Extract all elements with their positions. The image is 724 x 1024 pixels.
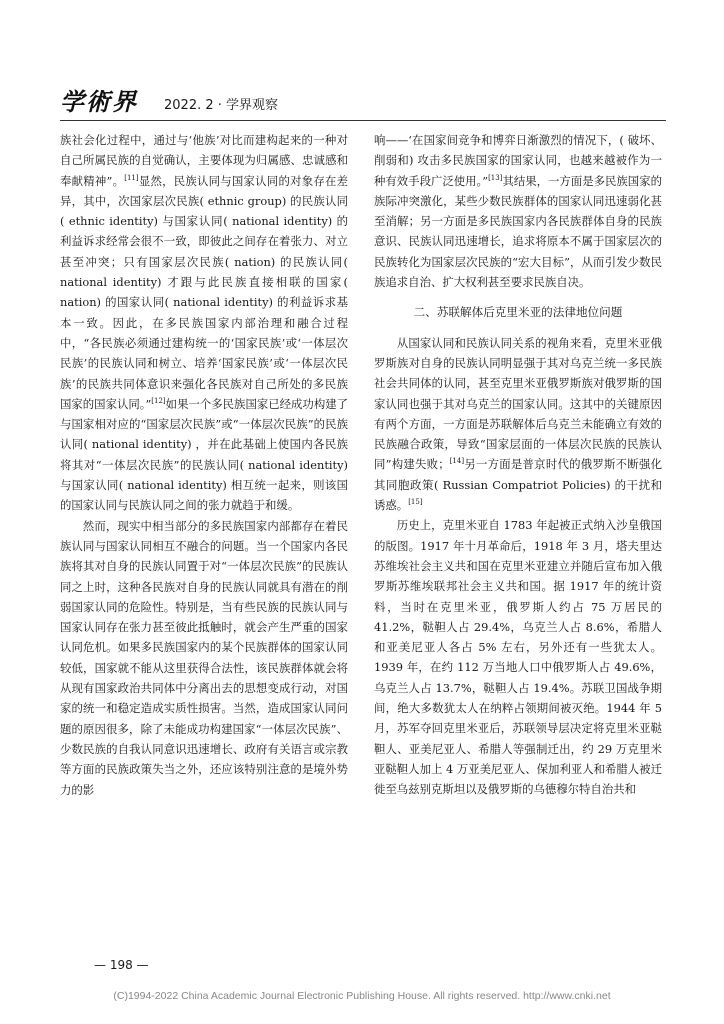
issue-label: 2022. 2 · 学界观察 <box>164 98 279 113</box>
page-number: — 198 — <box>94 958 149 972</box>
paragraph: 然而，现实中相当部分的多民族国家内部都存在着民族认同与国家认同相互不融合的问题。当一个国家内各民族将其对自身的民族认同置于对“一体层次民族”的民族认同之上时，这种各民族对自身的民族认同就具有潜在的削弱国家认同的危险性。特别是，当有些民族的民族认同与国家认同存在张力甚至彼此抵触时，就会产生严重的国家认同危机。如果多民族国家内的某个民族群体的国家认同较低，国家就不能从这里获得合法性，该民族群体就会将从现有国家政治共同体中分离出去的思想变成行动，对国家的统一和稳定造成实质性损害。当然，造成国家认同问题的原因很多，除了未能成功构建国家“一体层次民族”、少数民族的自我认同意识迅速增长、政府有关语言或宗教等方面的民族政策失当之外，还应该特别注意的是境外势力的影 <box>60 518 348 797</box>
header-rule <box>60 120 666 121</box>
paragraph: 族社会化过程中，通过与‘他族’对比而建构起来的一种对自己所属民族的自觉确认，主要体现为归属感、忠诚感和奉献精神”。[11]显然，民族认同与国家认同的对象存在差异，其中，次国家层次民族( ethnic group) 的民族认同( ethnic identity) 与国家认同( national identity) 的利益诉求经常会很不一致，即彼此之间存在着张力、对立甚至冲突；只有国家层次民族( nation) 的民族认同( national identity) 才跟与此民族直接相联的国家( nation) 的国家认同( national identity) 的利益诉求基本一致。因此，在多民族国家内部治理和融合过程中，“各民族必须通过建构统一的‘国家民族’或‘一体层次民族’的民族认同和树立、培养‘国家民族’或‘一体层次民族’的民族共同体意识来强化各民族对自己所处的多民族国家的国家认同。”[12]如果一个多民族国家已经成功构建了与国家相对应的“国家层次民族”或“一体层次民族”的民族认同( national identity) ，并在此基础上使国内各民族将其对“一体层次民族”的民族认同( national identity) 与国家认同( national identity) 相互统一起来，则该国的国家认同与民族认同之间的张力就趋于和缓。 <box>60 133 348 513</box>
paragraph: 从国家认同和民族认同关系的视角来看，克里米亚俄罗斯族对自身的民族认同明显强于其对乌克兰统一多民族社会共同体的认同，甚至克里米亚俄罗斯族对俄罗斯的国家认同也强于其对乌克兰的国家认同。这其中的关键原因有两个方面，一方面是苏联解体后乌克兰未能确立有效的民族融合政策，导致“国家层面的一体层次民族的民族认同”构建失败；[14]另一方面是普京时代的俄罗斯不断强化其同胞政策( Russian Compatriot Policies) 的干扰和诱惑。[15] <box>374 335 662 513</box>
paragraph: 响——‘在国家间竞争和博弈日渐激烈的情况下，( 破坏、削弱和) 攻击多民族国家的国家认同，也越来越被作为一种有效手段广泛使用。”[13]其结果，一方面是多民族国家的族际冲突激化，某些少数民族群体的国家认同迅速弱化甚至消解；另一方面是多民族国家内各民族群体自身的民族意识、民族认同迅速增长，追求将原本不属于国家层次的民族转化为国家层次民族的“宏大目标”，从而引发少数民族追求自治、扩大权利甚至要求民族自决。 <box>374 133 662 290</box>
left-column <box>60 130 348 800</box>
journal-logo: 学術界 <box>60 87 138 116</box>
right-column <box>374 130 662 800</box>
paragraph: 历史上，克里米亚自 1783 年起被正式纳入沙皇俄国的版图。1917 年十月革命后，1918 年 3 月，塔夫里达苏维埃社会主义共和国在克里米亚建立并随后宣布加入俄罗斯苏维埃联邦社会主义共和国。据 1917 年的统计资料，当时在克里米亚，俄罗斯人约占 75 万居民的 41.2%，鞑靼人占 29.4%，乌克兰人占 8.6%，希腊人和亚美尼亚人各占 5% 左右，另外还有一些犹太人。1939 年，在约 112 万当地人口中俄罗斯人占 49.6%，乌克兰人占 13.7%，鞑靼人占 19.4%。苏联卫国战争期间，绝大多数犹太人在纳粹占领期间被灭绝。1944 年 5 月，苏军夺回克里米亚后，苏联领导层决定将克里米亚鞑靼人、亚美尼亚人、希腊人等强制迁出，约 29 万克里米亚鞑靼人加上 4 万亚美尼亚人、保加利亚人和希腊人被迁徙至乌兹别克斯坦以及俄罗斯的乌德穆尔特自治共和 <box>374 518 662 797</box>
copyright-footer: (C)1994-2022 China Academic Journal Electronic Publishing House. All rights reserved. http://www.cnki.net <box>113 990 611 1002</box>
section-heading: 二、苏联解体后克里米亚的法律地位问题 <box>413 305 623 320</box>
